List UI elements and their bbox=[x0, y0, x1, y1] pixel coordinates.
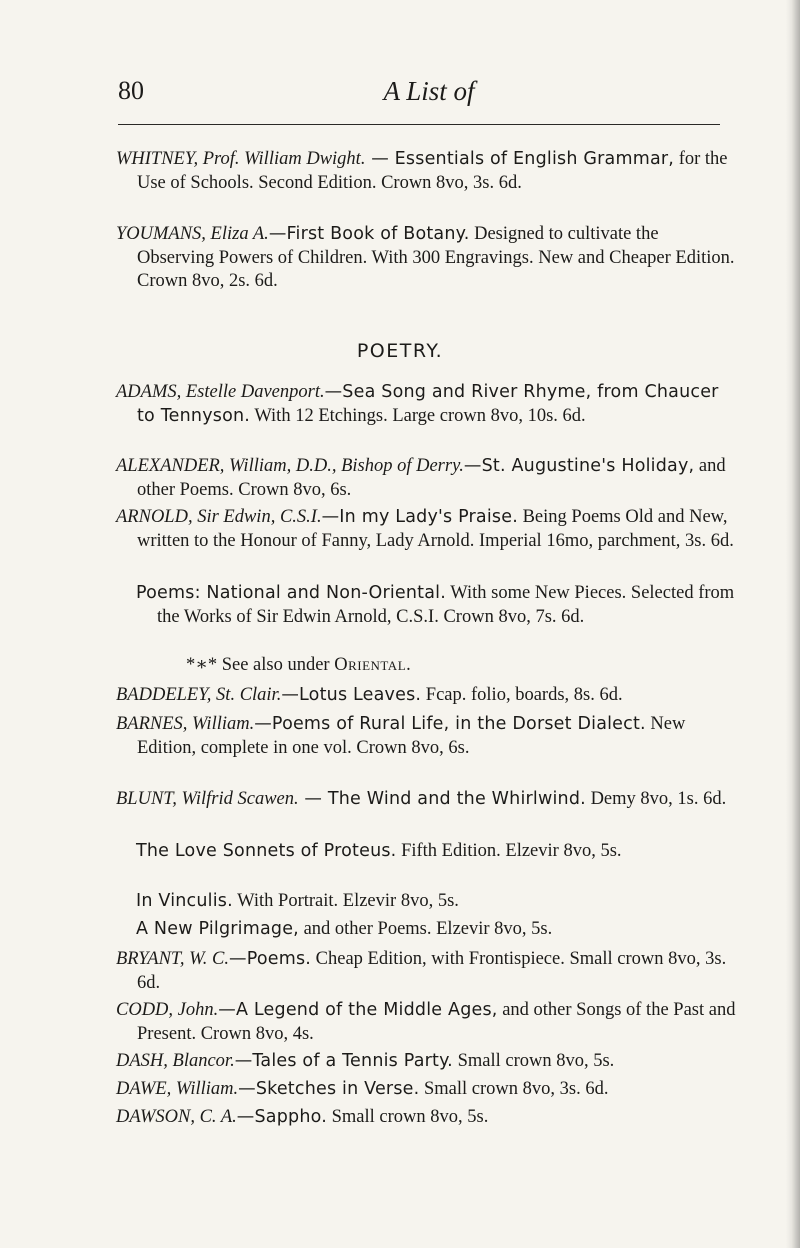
header-rule bbox=[118, 124, 720, 125]
book-details: and other Poems. Crown 8vo, 6s. bbox=[137, 456, 726, 500]
book-details: and other Songs of the Past and Present. Crown 8vo, 4s. bbox=[137, 1000, 736, 1044]
book-details: With 12 Etchings. Large crown 8vo, 10s. 6d. bbox=[250, 405, 586, 426]
book-title: —Sappho. bbox=[236, 1107, 327, 1127]
book-details: Small crown 8vo, 5s. bbox=[452, 1051, 615, 1071]
list-item bbox=[116, 1050, 737, 1074]
list-item bbox=[136, 918, 737, 942]
list-item bbox=[116, 713, 737, 760]
book-title: A New Pilgrimage, bbox=[136, 919, 299, 939]
list-item bbox=[116, 381, 737, 428]
list-item bbox=[136, 840, 737, 864]
book-details: Designed to cultivate the Observing Powers of Children. With 300 Engravings. New and Cheaper Edition. Crown 8vo, 2s. 6d. bbox=[137, 224, 735, 291]
note-reference: Oriental. bbox=[334, 655, 412, 675]
list-item bbox=[116, 684, 737, 708]
list-item bbox=[116, 788, 737, 812]
book-details: Fcap. folio, boards, 8s. 6d. bbox=[421, 685, 623, 705]
author-name: BADDELEY, St. Clair. bbox=[116, 685, 282, 705]
page-edge-shadow bbox=[786, 0, 800, 1248]
book-details: Demy 8vo, 1s. 6d. bbox=[585, 789, 727, 809]
list-item bbox=[116, 455, 737, 502]
list-item bbox=[116, 506, 737, 553]
book-title: In Vinculis. bbox=[136, 891, 233, 911]
list-item bbox=[136, 890, 737, 914]
list-item bbox=[116, 1078, 737, 1102]
author-name: BLUNT, Wilfrid Scawen. bbox=[116, 789, 299, 809]
book-details: for the Use of Schools. Second Edition. Crown 8vo, 3s. 6d. bbox=[137, 149, 728, 193]
book-details: With Portrait. Elzevir 8vo, 5s. bbox=[232, 891, 459, 911]
book-title: —In my Lady's Praise. bbox=[321, 507, 518, 527]
book-title: —First Book of Botany. bbox=[268, 224, 470, 244]
author-name: BRYANT, W. C. bbox=[116, 949, 229, 969]
asterism-mark: *∗* bbox=[186, 655, 218, 675]
book-title: —Lotus Leaves. bbox=[281, 685, 422, 705]
note-text: See also under bbox=[217, 655, 335, 675]
book-details: With some New Pieces. Selected from the Works of Sir Edwin Arnold, C.S.I. Crown 8vo, 7s. 6d. bbox=[157, 583, 735, 627]
book-title: — Essentials of English Grammar, bbox=[365, 149, 675, 169]
book-title: —Poems of Rural Life, in the Dorset Dialect. bbox=[254, 714, 646, 734]
author-name: BARNES, William. bbox=[116, 714, 255, 734]
author-name: ARNOLD, Sir Edwin, C.S.I. bbox=[116, 507, 322, 527]
list-item bbox=[116, 1106, 737, 1130]
book-title: —A Legend of the Middle Ages, bbox=[218, 1000, 498, 1020]
list-item bbox=[116, 148, 737, 195]
author-name: ADAMS, Estelle Davenport. bbox=[116, 382, 325, 402]
book-title: —Poems. bbox=[229, 949, 312, 969]
book-details: New Edition, complete in one vol. Crown 8vo, 6s. bbox=[137, 714, 686, 758]
book-title: — The Wind and the Whirlwind. bbox=[298, 789, 586, 809]
list-item bbox=[116, 223, 737, 294]
book-details: Small crown 8vo, 5s. bbox=[326, 1107, 489, 1127]
list-item bbox=[136, 582, 737, 629]
cross-reference-note bbox=[186, 654, 411, 676]
running-title: A List of bbox=[383, 76, 475, 106]
author-name: CODD, John. bbox=[116, 1000, 219, 1020]
book-title: Poems: National and Non-Oriental. bbox=[136, 583, 446, 603]
book-title: —Sketches in Verse. bbox=[238, 1079, 420, 1099]
running-header bbox=[118, 76, 720, 116]
author-name: ALEXANDER, William, D.D., Bishop of Derry. bbox=[116, 456, 464, 476]
list-item bbox=[116, 948, 737, 995]
author-name: DAWE, William. bbox=[116, 1079, 239, 1099]
book-details: Cheap Edition, with Frontispiece. Small crown 8vo, 3s. 6d. bbox=[137, 949, 727, 993]
section-heading: POETRY. bbox=[356, 340, 444, 362]
author-name: WHITNEY, Prof. William Dwight. bbox=[116, 149, 366, 169]
book-details: and other Poems. Elzevir 8vo, 5s. bbox=[298, 919, 553, 939]
author-name: YOUMANS, Eliza A. bbox=[116, 224, 269, 244]
author-name: DASH, Blancor. bbox=[116, 1051, 235, 1071]
page-number: 80 bbox=[118, 76, 144, 105]
book-details: Fifth Edition. Elzevir 8vo, 5s. bbox=[396, 841, 622, 861]
book-details: Being Poems Old and New, written to the Honour of Fanny, Lady Arnold. Imperial 16mo, parchment, 3s. 6d. bbox=[137, 507, 734, 551]
book-title: —Tales of a Tennis Party. bbox=[234, 1051, 453, 1071]
book-details: Small crown 8vo, 3s. 6d. bbox=[419, 1079, 609, 1099]
book-title: —Sea Song and River Rhyme, from Chaucer to Tennyson. bbox=[137, 382, 719, 426]
author-name: DAWSON, C. A. bbox=[116, 1107, 237, 1127]
list-item bbox=[116, 999, 737, 1046]
book-title: —St. Augustine's Holiday, bbox=[463, 456, 695, 476]
book-title: The Love Sonnets of Proteus. bbox=[136, 841, 397, 861]
